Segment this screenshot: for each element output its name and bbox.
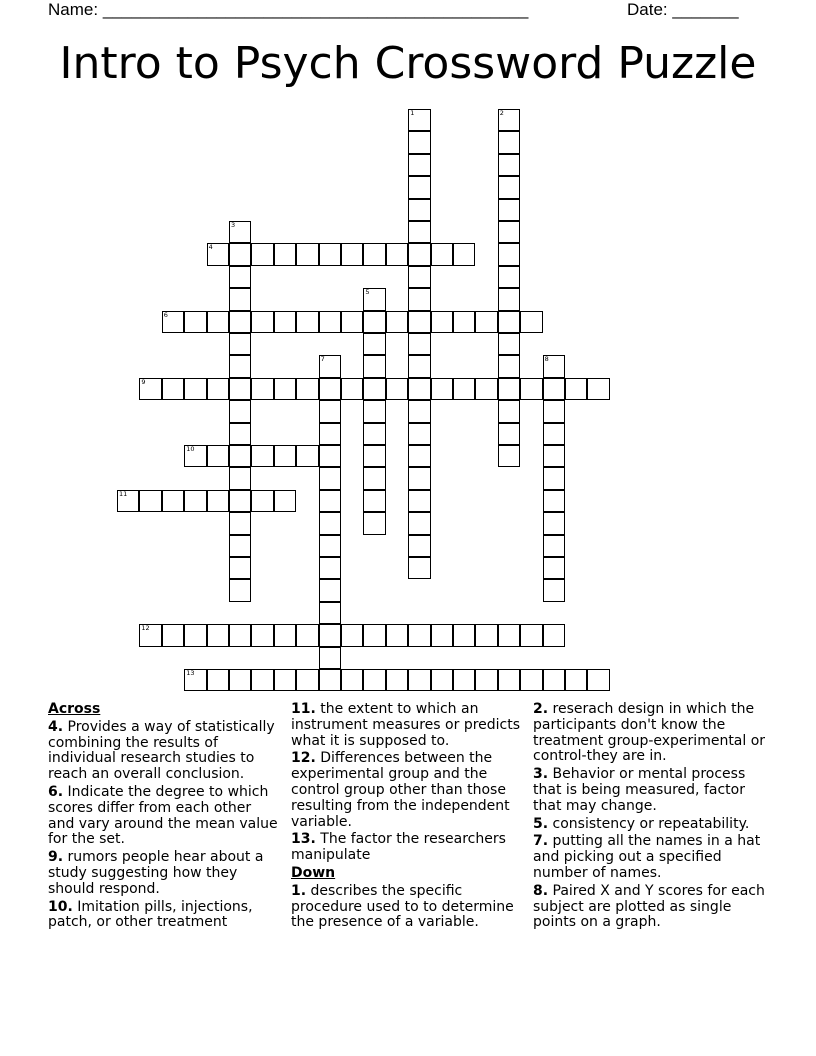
grid-cell[interactable] [543, 512, 565, 534]
grid-cell[interactable] [408, 400, 430, 422]
grid-cell[interactable] [431, 243, 453, 265]
grid-cell[interactable] [184, 669, 206, 691]
grid-cell[interactable] [431, 311, 453, 333]
grid-cell[interactable] [386, 378, 408, 400]
grid-cell[interactable] [251, 311, 273, 333]
grid-cell[interactable] [363, 243, 385, 265]
clue-number: 7. [533, 833, 549, 850]
clue-number: 8. [533, 882, 549, 899]
grid-cell[interactable] [319, 602, 341, 624]
clue-text: Behavior or mental process that is being measured, factor that may change. [533, 766, 746, 814]
grid-cell[interactable] [498, 266, 520, 288]
clue-number: 9. [48, 849, 64, 866]
grid-cell[interactable] [408, 176, 430, 198]
grid-cell[interactable] [341, 624, 363, 646]
grid-cell[interactable] [363, 423, 385, 445]
grid-cell[interactable] [498, 131, 520, 153]
grid-cell[interactable] [363, 445, 385, 467]
grid-cell[interactable] [543, 423, 565, 445]
grid-cell[interactable] [184, 378, 206, 400]
grid-cell[interactable] [184, 490, 206, 512]
grid-cell[interactable] [520, 669, 542, 691]
grid-cell[interactable] [319, 400, 341, 422]
grid-cell[interactable] [319, 423, 341, 445]
grid-cell[interactable] [229, 669, 251, 691]
clue-across-4 [48, 720, 278, 783]
grid-cell[interactable] [162, 624, 184, 646]
grid-cell[interactable] [139, 378, 161, 400]
clue-number-label: 3 [231, 221, 236, 229]
clue-number-label: 2 [499, 109, 504, 117]
grid-cell[interactable] [498, 400, 520, 422]
clue-number-label: 12 [141, 624, 150, 633]
grid-cell[interactable] [207, 311, 229, 333]
grid-cell[interactable] [139, 490, 161, 512]
clue-text: rumors people hear about a study suggesting how they should respond. [48, 849, 264, 897]
clue-across-6 [48, 785, 278, 848]
grid-cell[interactable] [408, 512, 430, 534]
clue-down-1 [291, 884, 527, 931]
grid-cell[interactable] [319, 355, 341, 377]
grid-cell[interactable] [363, 311, 385, 333]
clue-text: reserach design in which the participants don't know the treatment group-experimental or control-they are in. [533, 701, 766, 765]
grid-cell[interactable] [475, 669, 497, 691]
grid-cell[interactable] [229, 512, 251, 534]
clues-column-1 [48, 702, 278, 933]
grid-cell[interactable] [229, 288, 251, 310]
grid-cell[interactable] [139, 624, 161, 646]
grid-cell[interactable] [453, 624, 475, 646]
grid-cell[interactable] [587, 378, 609, 400]
grid-cell[interactable] [363, 400, 385, 422]
grid-cell[interactable] [498, 154, 520, 176]
clue-number-label: 9 [141, 377, 146, 386]
grid-cell[interactable] [162, 490, 184, 512]
grid-cell[interactable] [408, 669, 430, 691]
clue-text: putting all the names in a hat and picking out a specified number of names. [533, 833, 761, 881]
grid-cell[interactable] [251, 378, 273, 400]
clue-across-11 [291, 702, 527, 749]
clues-column-2 [291, 702, 527, 933]
grid-cell[interactable] [408, 535, 430, 557]
grid-cell[interactable] [543, 669, 565, 691]
grid-cell[interactable] [319, 624, 341, 646]
clue-number-label: 10 [186, 445, 195, 453]
grid-cell[interactable] [363, 490, 385, 512]
clue-text: the extent to which an instrument measures or predicts what it is supposed to. [291, 701, 521, 749]
grid-cell[interactable] [408, 445, 430, 467]
grid-cell[interactable] [274, 445, 296, 467]
grid-cell[interactable] [296, 243, 318, 265]
clue-down-2 [533, 702, 769, 765]
clue-number: 2. [533, 701, 549, 717]
grid-cell[interactable] [319, 535, 341, 557]
grid-cell[interactable] [229, 221, 251, 243]
grid-cell[interactable] [207, 669, 229, 691]
grid-cell[interactable] [363, 333, 385, 355]
grid-cell[interactable] [498, 221, 520, 243]
grid-cell[interactable] [251, 243, 273, 265]
grid-cell[interactable] [274, 311, 296, 333]
grid-cell[interactable] [251, 490, 273, 512]
grid-cell[interactable] [319, 490, 341, 512]
grid-cell[interactable] [319, 669, 341, 691]
clue-number-label: 8 [544, 355, 549, 364]
grid-cell[interactable] [229, 624, 251, 646]
grid-cell[interactable] [319, 512, 341, 534]
grid-cell[interactable] [408, 624, 430, 646]
grid-cell[interactable] [386, 669, 408, 691]
date-blank[interactable]: _______ [672, 0, 739, 19]
grid-cell[interactable] [386, 624, 408, 646]
grid-cell[interactable] [229, 557, 251, 579]
grid-cell[interactable] [408, 199, 430, 221]
grid-cell[interactable] [229, 333, 251, 355]
grid-cell[interactable] [229, 400, 251, 422]
clues-column-3 [533, 702, 769, 933]
grid-cell[interactable] [341, 669, 363, 691]
grid-cell[interactable] [408, 378, 430, 400]
grid-cell[interactable] [408, 154, 430, 176]
grid-cell[interactable] [341, 378, 363, 400]
grid-cell[interactable] [520, 378, 542, 400]
grid-cell[interactable] [319, 445, 341, 467]
grid-cell[interactable] [408, 333, 430, 355]
clue-down-3 [533, 767, 769, 814]
grid-cell[interactable] [296, 624, 318, 646]
grid-cell[interactable] [453, 311, 475, 333]
grid-cell[interactable] [408, 266, 430, 288]
clue-across-13 [291, 832, 527, 864]
grid-cell[interactable] [587, 669, 609, 691]
grid-cell[interactable] [543, 355, 565, 377]
grid-cell[interactable] [319, 579, 341, 601]
name-blank[interactable]: _____________________________________________ [102, 0, 529, 19]
grid-cell[interactable] [498, 669, 520, 691]
grid-cell[interactable] [565, 669, 587, 691]
grid-cell[interactable] [543, 445, 565, 467]
grid-cell[interactable] [498, 243, 520, 265]
clue-number-label: 5 [365, 288, 370, 297]
grid-cell[interactable] [498, 109, 520, 131]
grid-cell[interactable] [565, 378, 587, 400]
grid-cell[interactable] [319, 557, 341, 579]
clue-text: consistency or repeatability. [552, 815, 750, 832]
grid-cell[interactable] [229, 467, 251, 489]
clue-number: 3. [533, 766, 549, 783]
grid-cell[interactable] [207, 378, 229, 400]
grid-cell[interactable] [498, 355, 520, 377]
down-heading: Down [291, 864, 336, 881]
grid-cell[interactable] [543, 624, 565, 646]
grid-cell[interactable] [408, 109, 430, 131]
grid-cell[interactable] [319, 378, 341, 400]
grid-cell[interactable] [229, 355, 251, 377]
grid-cell[interactable] [543, 557, 565, 579]
grid-cell[interactable] [498, 333, 520, 355]
grid-cell[interactable] [408, 355, 430, 377]
clue-number: 10. [48, 898, 73, 915]
grid-cell[interactable] [408, 557, 430, 579]
name-label: Name: [48, 0, 99, 19]
grid-cell[interactable] [229, 243, 251, 265]
grid-cell[interactable] [363, 467, 385, 489]
grid-cell[interactable] [498, 199, 520, 221]
grid-cell[interactable] [543, 467, 565, 489]
grid-cell[interactable] [296, 311, 318, 333]
grid-cell[interactable] [431, 669, 453, 691]
grid-cell[interactable] [431, 378, 453, 400]
grid-cell[interactable] [184, 311, 206, 333]
clue-number: 11. [291, 701, 316, 717]
grid-cell[interactable] [543, 378, 565, 400]
clue-number-label: 1 [410, 109, 415, 117]
grid-cell[interactable] [296, 669, 318, 691]
date-label: Date: [627, 0, 668, 19]
grid-cell[interactable] [184, 445, 206, 467]
grid-cell[interactable] [251, 624, 273, 646]
grid-cell[interactable] [543, 400, 565, 422]
grid-cell[interactable] [229, 579, 251, 601]
grid-cell[interactable] [408, 243, 430, 265]
grid-cell[interactable] [408, 423, 430, 445]
grid-cell[interactable] [274, 490, 296, 512]
clue-text: Imitation pills, injections, patch, or other treatment [48, 898, 253, 931]
grid-cell[interactable] [498, 176, 520, 198]
clue-down-8 [533, 884, 769, 931]
clue-number: 1. [291, 882, 307, 899]
grid-cell[interactable] [184, 624, 206, 646]
grid-cell[interactable] [274, 243, 296, 265]
grid-cell[interactable] [207, 490, 229, 512]
grid-cell[interactable] [229, 311, 251, 333]
grid-cell[interactable] [296, 445, 318, 467]
clue-number-label: 13 [186, 669, 195, 677]
grid-cell[interactable] [498, 311, 520, 333]
grid-cell[interactable] [319, 647, 341, 669]
grid-cell[interactable] [498, 423, 520, 445]
clue-text: The factor the researchers manipulate [291, 831, 506, 864]
clue-text: Indicate the degree to which scores differ from each other and vary around the mean value for the set. [48, 783, 278, 848]
clue-across-10 [48, 900, 278, 932]
grid-cell[interactable] [543, 579, 565, 601]
grid-cell[interactable] [251, 445, 273, 467]
clue-number: 13. [291, 831, 316, 848]
grid-cell[interactable] [408, 467, 430, 489]
grid-cell[interactable] [408, 131, 430, 153]
grid-cell[interactable] [229, 445, 251, 467]
clue-text: Provides a way of statistically combining the results of individual research studies to reach an overall conclusion. [48, 718, 275, 783]
grid-cell[interactable] [229, 423, 251, 445]
grid-cell[interactable] [296, 378, 318, 400]
grid-cell[interactable] [498, 624, 520, 646]
grid-cell[interactable] [229, 490, 251, 512]
grid-cell[interactable] [341, 243, 363, 265]
across-heading: Across [48, 701, 101, 717]
clue-number: 4. [48, 718, 64, 735]
grid-cell[interactable] [520, 624, 542, 646]
grid-cell[interactable] [229, 378, 251, 400]
grid-cell[interactable] [386, 243, 408, 265]
grid-cell[interactable] [453, 378, 475, 400]
grid-cell[interactable] [207, 243, 229, 265]
grid-cell[interactable] [431, 624, 453, 646]
grid-cell[interactable] [274, 624, 296, 646]
grid-cell[interactable] [498, 378, 520, 400]
grid-cell[interactable] [207, 624, 229, 646]
clue-across-12 [291, 751, 527, 830]
grid-cell[interactable] [117, 490, 139, 512]
grid-cell[interactable] [251, 669, 273, 691]
grid-cell[interactable] [363, 624, 385, 646]
grid-cell[interactable] [319, 467, 341, 489]
grid-cell[interactable] [229, 535, 251, 557]
grid-cell[interactable] [408, 221, 430, 243]
grid-cell[interactable] [453, 669, 475, 691]
grid-cell[interactable] [229, 266, 251, 288]
grid-cell[interactable] [274, 669, 296, 691]
grid-cell[interactable] [363, 512, 385, 534]
grid-cell[interactable] [498, 445, 520, 467]
clue-number: 5. [533, 815, 549, 832]
grid-cell[interactable] [386, 311, 408, 333]
clue-text: Paired X and Y scores for each subject are plotted as single points on a graph. [533, 882, 765, 931]
grid-cell[interactable] [453, 243, 475, 265]
grid-cell[interactable] [475, 311, 497, 333]
grid-cell[interactable] [475, 378, 497, 400]
grid-cell[interactable] [162, 378, 184, 400]
grid-cell[interactable] [274, 378, 296, 400]
grid-cell[interactable] [363, 288, 385, 310]
clue-across-9 [48, 850, 278, 897]
grid-cell[interactable] [408, 311, 430, 333]
grid-cell[interactable] [363, 355, 385, 377]
grid-cell[interactable] [408, 490, 430, 512]
grid-cell[interactable] [319, 243, 341, 265]
page-title: Intro to Psych Crossword Puzzle [59, 38, 757, 89]
grid-cell[interactable] [408, 288, 430, 310]
grid-cell[interactable] [341, 311, 363, 333]
clue-down-5 [533, 817, 769, 833]
grid-cell[interactable] [207, 445, 229, 467]
clue-number-label: 11 [119, 489, 128, 498]
clue-down-7 [533, 834, 769, 881]
clue-number-label: 4 [208, 243, 213, 252]
grid-cell[interactable] [363, 669, 385, 691]
grid-cell[interactable] [319, 311, 341, 333]
clue-text: describes the specific procedure used to to determine the presence of a variable. [291, 882, 514, 931]
clue-number: 12. [291, 750, 316, 767]
clue-text: Differences between the experimental group and the control group other than those resulting from the independent variable. [291, 750, 510, 830]
grid-cell[interactable] [498, 288, 520, 310]
grid-cell[interactable] [520, 311, 542, 333]
clue-number-label: 7 [320, 355, 325, 364]
grid-cell[interactable] [543, 535, 565, 557]
clue-number: 6. [48, 783, 64, 800]
grid-cell[interactable] [543, 490, 565, 512]
clue-number-label: 6 [163, 310, 168, 319]
grid-cell[interactable] [363, 378, 385, 400]
grid-cell[interactable] [475, 624, 497, 646]
grid-cell[interactable] [162, 311, 184, 333]
